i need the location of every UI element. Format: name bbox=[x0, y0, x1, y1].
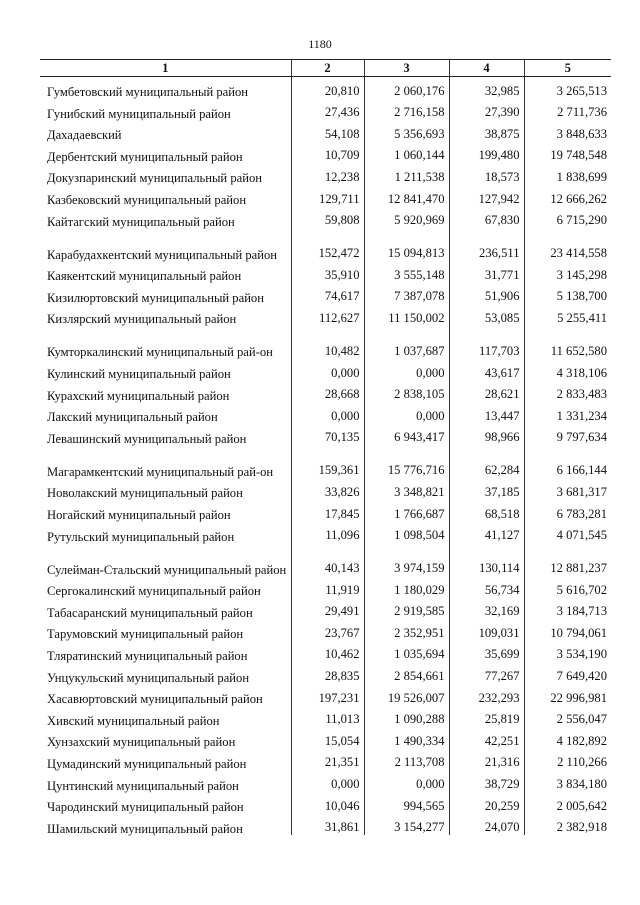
value-col-5: 2 110,266 bbox=[524, 749, 611, 771]
table-row bbox=[40, 684, 611, 706]
district-name: Гунибский муниципальный район bbox=[47, 106, 231, 121]
table-row bbox=[40, 163, 611, 185]
value-col-2: 15,054 bbox=[291, 727, 364, 749]
value-col-3: 1 211,538 bbox=[364, 163, 449, 185]
value-col-5: 1 331,234 bbox=[524, 402, 611, 424]
value-col-2: 0,000 bbox=[291, 359, 364, 381]
value-col-3: 6 943,417 bbox=[364, 424, 449, 446]
value-col-5: 2 382,918 bbox=[524, 814, 611, 836]
value-col-2: 21,351 bbox=[291, 749, 364, 771]
value-col-3: 3 154,277 bbox=[364, 814, 449, 836]
value-col-4: 32,169 bbox=[449, 598, 524, 620]
table-row bbox=[40, 359, 611, 381]
value-col-3: 0,000 bbox=[364, 770, 449, 792]
value-col-3: 12 841,470 bbox=[364, 185, 449, 207]
header-row bbox=[40, 60, 611, 77]
value-col-4: 62,284 bbox=[449, 445, 524, 478]
column-header-4: 4 bbox=[449, 60, 524, 77]
district-name: Новолакский муниципальный район bbox=[47, 486, 243, 501]
value-col-2: 23,767 bbox=[291, 619, 364, 641]
district-name: Сергокалинский муниципальный район bbox=[47, 584, 261, 599]
value-col-2: 0,000 bbox=[291, 770, 364, 792]
table-row bbox=[40, 445, 611, 478]
value-col-3: 15 776,716 bbox=[364, 445, 449, 478]
value-col-3: 1 490,334 bbox=[364, 727, 449, 749]
value-col-5: 6 783,281 bbox=[524, 500, 611, 522]
value-col-5: 5 616,702 bbox=[524, 576, 611, 598]
table-row bbox=[40, 99, 611, 121]
value-col-2: 0,000 bbox=[291, 402, 364, 424]
value-col-4: 37,185 bbox=[449, 478, 524, 500]
value-col-5: 4 318,106 bbox=[524, 359, 611, 381]
table-row bbox=[40, 727, 611, 749]
district-name: Дахадаевский bbox=[47, 128, 122, 143]
value-col-2: 17,845 bbox=[291, 500, 364, 522]
value-col-3: 2 838,105 bbox=[364, 381, 449, 403]
value-col-5: 12 881,237 bbox=[524, 543, 611, 576]
value-col-3: 1 090,288 bbox=[364, 706, 449, 728]
table-row bbox=[40, 749, 611, 771]
value-col-2: 112,627 bbox=[291, 304, 364, 326]
value-col-3: 3 974,159 bbox=[364, 543, 449, 576]
value-col-2: 33,826 bbox=[291, 478, 364, 500]
district-name: Левашинский муниципальный район bbox=[47, 431, 247, 446]
value-col-3: 1 060,144 bbox=[364, 142, 449, 164]
value-col-2: 11,096 bbox=[291, 522, 364, 544]
value-col-3: 2 113,708 bbox=[364, 749, 449, 771]
value-col-2: 27,436 bbox=[291, 99, 364, 121]
district-name: Цунтинский муниципальный район bbox=[47, 778, 239, 793]
district-name: Кизилюртовский муниципальный район bbox=[47, 290, 264, 305]
value-col-3: 3 555,148 bbox=[364, 261, 449, 283]
value-col-3: 1 098,504 bbox=[364, 522, 449, 544]
table-row bbox=[40, 478, 611, 500]
table-row bbox=[40, 522, 611, 544]
value-col-4: 53,085 bbox=[449, 304, 524, 326]
table-row bbox=[40, 120, 611, 142]
value-col-5: 10 794,061 bbox=[524, 619, 611, 641]
value-col-4: 31,771 bbox=[449, 261, 524, 283]
value-col-2: 28,835 bbox=[291, 662, 364, 684]
value-col-2: 40,143 bbox=[291, 543, 364, 576]
value-col-3: 11 150,002 bbox=[364, 304, 449, 326]
value-col-2: 10,709 bbox=[291, 142, 364, 164]
value-col-5: 23 414,558 bbox=[524, 228, 611, 261]
value-col-5: 6 715,290 bbox=[524, 207, 611, 229]
value-col-2: 20,810 bbox=[291, 77, 364, 99]
value-col-3: 2 854,661 bbox=[364, 662, 449, 684]
district-name: Дербентский муниципальный район bbox=[47, 149, 243, 164]
table-row bbox=[40, 792, 611, 814]
value-col-2: 152,472 bbox=[291, 228, 364, 261]
value-col-2: 70,135 bbox=[291, 424, 364, 446]
district-name: Кулинский муниципальный район bbox=[47, 367, 231, 382]
table-row bbox=[40, 381, 611, 403]
district-name: Кайтагский муниципальный район bbox=[47, 214, 235, 229]
district-name: Ногайский муниципальный район bbox=[47, 508, 231, 522]
value-col-3: 7 387,078 bbox=[364, 283, 449, 305]
value-col-4: 51,906 bbox=[449, 283, 524, 305]
value-col-2: 11,013 bbox=[291, 706, 364, 728]
value-col-5: 3 681,317 bbox=[524, 478, 611, 500]
value-col-5: 3 184,713 bbox=[524, 598, 611, 620]
value-col-3: 1 766,687 bbox=[364, 500, 449, 522]
value-col-4: 117,703 bbox=[449, 326, 524, 359]
value-col-5: 22 996,981 bbox=[524, 684, 611, 706]
table-row bbox=[40, 770, 611, 792]
value-col-5: 3 534,190 bbox=[524, 641, 611, 663]
value-col-5: 11 652,580 bbox=[524, 326, 611, 359]
value-col-5: 3 265,513 bbox=[524, 77, 611, 99]
value-col-4: 13,447 bbox=[449, 402, 524, 424]
value-col-4: 20,259 bbox=[449, 792, 524, 814]
district-name: Казбековский муниципальный район bbox=[47, 193, 247, 208]
value-col-3: 1 037,687 bbox=[364, 326, 449, 359]
value-col-5: 2 711,736 bbox=[524, 99, 611, 121]
value-col-4: 43,617 bbox=[449, 359, 524, 381]
district-name: Каякентский муниципальный район bbox=[47, 269, 242, 284]
value-col-2: 197,231 bbox=[291, 684, 364, 706]
value-col-4: 18,573 bbox=[449, 163, 524, 185]
value-col-2: 29,491 bbox=[291, 598, 364, 620]
value-col-3: 2 060,176 bbox=[364, 77, 449, 99]
value-col-2: 54,108 bbox=[291, 120, 364, 142]
value-col-3: 5 356,693 bbox=[364, 120, 449, 142]
value-col-4: 77,267 bbox=[449, 662, 524, 684]
district-name: Унцукульский муниципальный район bbox=[47, 670, 250, 685]
district-name: Хунзахский муниципальный район bbox=[47, 735, 236, 750]
column-header-2: 2 bbox=[291, 60, 364, 77]
column-header-1: 1 bbox=[40, 60, 291, 77]
value-col-3: 2 716,158 bbox=[364, 99, 449, 121]
table-row bbox=[40, 598, 611, 620]
value-col-4: 67,830 bbox=[449, 207, 524, 229]
table-row bbox=[40, 283, 611, 305]
table-row bbox=[40, 304, 611, 326]
value-col-5: 12 666,262 bbox=[524, 185, 611, 207]
table-row bbox=[40, 402, 611, 424]
value-col-5: 3 145,298 bbox=[524, 261, 611, 283]
value-col-3: 1 180,029 bbox=[364, 576, 449, 598]
value-col-5: 6 166,144 bbox=[524, 445, 611, 478]
value-col-5: 4 182,892 bbox=[524, 727, 611, 749]
value-col-2: 129,711 bbox=[291, 185, 364, 207]
value-col-4: 38,729 bbox=[449, 770, 524, 792]
table-row bbox=[40, 576, 611, 598]
table-row bbox=[40, 424, 611, 446]
value-col-5: 3 848,633 bbox=[524, 120, 611, 142]
value-col-5: 2 556,047 bbox=[524, 706, 611, 728]
value-col-4: 109,031 bbox=[449, 619, 524, 641]
value-col-4: 21,316 bbox=[449, 749, 524, 771]
value-col-2: 10,482 bbox=[291, 326, 364, 359]
value-col-3: 3 348,821 bbox=[364, 478, 449, 500]
value-col-5: 5 138,700 bbox=[524, 283, 611, 305]
value-col-2: 11,919 bbox=[291, 576, 364, 598]
table-row bbox=[40, 142, 611, 164]
table-row bbox=[40, 619, 611, 641]
value-col-5: 1 838,699 bbox=[524, 163, 611, 185]
table-row bbox=[40, 641, 611, 663]
district-name: Чародинский муниципальный район bbox=[47, 800, 244, 815]
value-col-5: 2 833,483 bbox=[524, 381, 611, 403]
value-col-4: 32,985 bbox=[449, 77, 524, 99]
data-table bbox=[40, 59, 611, 835]
value-col-4: 68,518 bbox=[449, 500, 524, 522]
table-row bbox=[40, 326, 611, 359]
value-col-3: 2 352,951 bbox=[364, 619, 449, 641]
district-name: Курахский муниципальный район bbox=[47, 388, 230, 403]
district-name: Кизлярский муниципальный район bbox=[47, 312, 237, 327]
value-col-4: 35,699 bbox=[449, 641, 524, 663]
value-col-3: 994,565 bbox=[364, 792, 449, 814]
value-col-2: 10,046 bbox=[291, 792, 364, 814]
value-col-3: 0,000 bbox=[364, 402, 449, 424]
value-col-2: 31,861 bbox=[291, 814, 364, 836]
district-name: Сулейман-Стальский муниципальный район bbox=[47, 562, 287, 577]
value-col-4: 42,251 bbox=[449, 727, 524, 749]
value-col-3: 19 526,007 bbox=[364, 684, 449, 706]
value-col-4: 130,114 bbox=[449, 543, 524, 576]
district-name: Хасавюртовский муниципальный район bbox=[47, 692, 263, 707]
value-col-5: 2 005,642 bbox=[524, 792, 611, 814]
table-row bbox=[40, 662, 611, 684]
page-number: 1180 bbox=[308, 37, 332, 51]
value-col-2: 28,668 bbox=[291, 381, 364, 403]
district-name: Цумадинский муниципальный район bbox=[47, 756, 247, 771]
value-col-3: 2 919,585 bbox=[364, 598, 449, 620]
table-row bbox=[40, 207, 611, 229]
value-col-2: 35,910 bbox=[291, 261, 364, 283]
value-col-3: 1 035,694 bbox=[364, 641, 449, 663]
value-col-2: 59,808 bbox=[291, 207, 364, 229]
value-col-4: 56,734 bbox=[449, 576, 524, 598]
value-col-5: 19 748,548 bbox=[524, 142, 611, 164]
table-row bbox=[40, 261, 611, 283]
value-col-2: 10,462 bbox=[291, 641, 364, 663]
value-col-2: 12,238 bbox=[291, 163, 364, 185]
column-header-3: 3 bbox=[364, 60, 449, 77]
value-col-5: 5 255,411 bbox=[524, 304, 611, 326]
column-header-5: 5 bbox=[524, 60, 611, 77]
table-row bbox=[40, 228, 611, 261]
district-name: Кумторкалинский муниципальный рай-он bbox=[47, 345, 273, 360]
district-name: Шамильский муниципальный район bbox=[47, 821, 243, 836]
value-col-4: 41,127 bbox=[449, 522, 524, 544]
value-col-3: 0,000 bbox=[364, 359, 449, 381]
district-name: Магарамкентский муниципальный рай-он bbox=[47, 464, 274, 479]
table-row bbox=[40, 543, 611, 576]
value-col-2: 74,617 bbox=[291, 283, 364, 305]
district-name: Карабудахкентский муниципальный район bbox=[47, 247, 278, 262]
value-col-4: 98,966 bbox=[449, 424, 524, 446]
table-body bbox=[40, 77, 611, 836]
value-col-4: 236,511 bbox=[449, 228, 524, 261]
table-row bbox=[40, 185, 611, 207]
value-col-4: 28,621 bbox=[449, 381, 524, 403]
district-name: Гумбетовский муниципальный район bbox=[47, 85, 249, 100]
district-name: Хивский муниципальный район bbox=[47, 713, 220, 728]
district-name: Тарумовский муниципальный район bbox=[47, 627, 244, 642]
table-row bbox=[40, 77, 611, 99]
district-name: Лакский муниципальный район bbox=[47, 410, 218, 425]
table-row bbox=[40, 814, 611, 836]
table-row bbox=[40, 706, 611, 728]
district-name: Табасаранский муниципальный район bbox=[47, 605, 253, 620]
value-col-4: 199,480 bbox=[449, 142, 524, 164]
value-col-4: 25,819 bbox=[449, 706, 524, 728]
district-name: Рутульский муниципальный район bbox=[47, 529, 235, 544]
value-col-3: 5 920,969 bbox=[364, 207, 449, 229]
value-col-4: 24,070 bbox=[449, 814, 524, 836]
table-row bbox=[40, 500, 611, 522]
value-col-4: 27,390 bbox=[449, 99, 524, 121]
value-col-2: 159,361 bbox=[291, 445, 364, 478]
value-col-5: 4 071,545 bbox=[524, 522, 611, 544]
value-col-4: 38,875 bbox=[449, 120, 524, 142]
value-col-3: 15 094,813 bbox=[364, 228, 449, 261]
district-name: Докузпаринский муниципальный район bbox=[47, 171, 262, 186]
value-col-4: 127,942 bbox=[449, 185, 524, 207]
value-col-4: 232,293 bbox=[449, 684, 524, 706]
value-col-5: 9 797,634 bbox=[524, 424, 611, 446]
district-name: Тляратинский муниципальный район bbox=[47, 648, 248, 663]
value-col-5: 3 834,180 bbox=[524, 770, 611, 792]
value-col-5: 7 649,420 bbox=[524, 662, 611, 684]
